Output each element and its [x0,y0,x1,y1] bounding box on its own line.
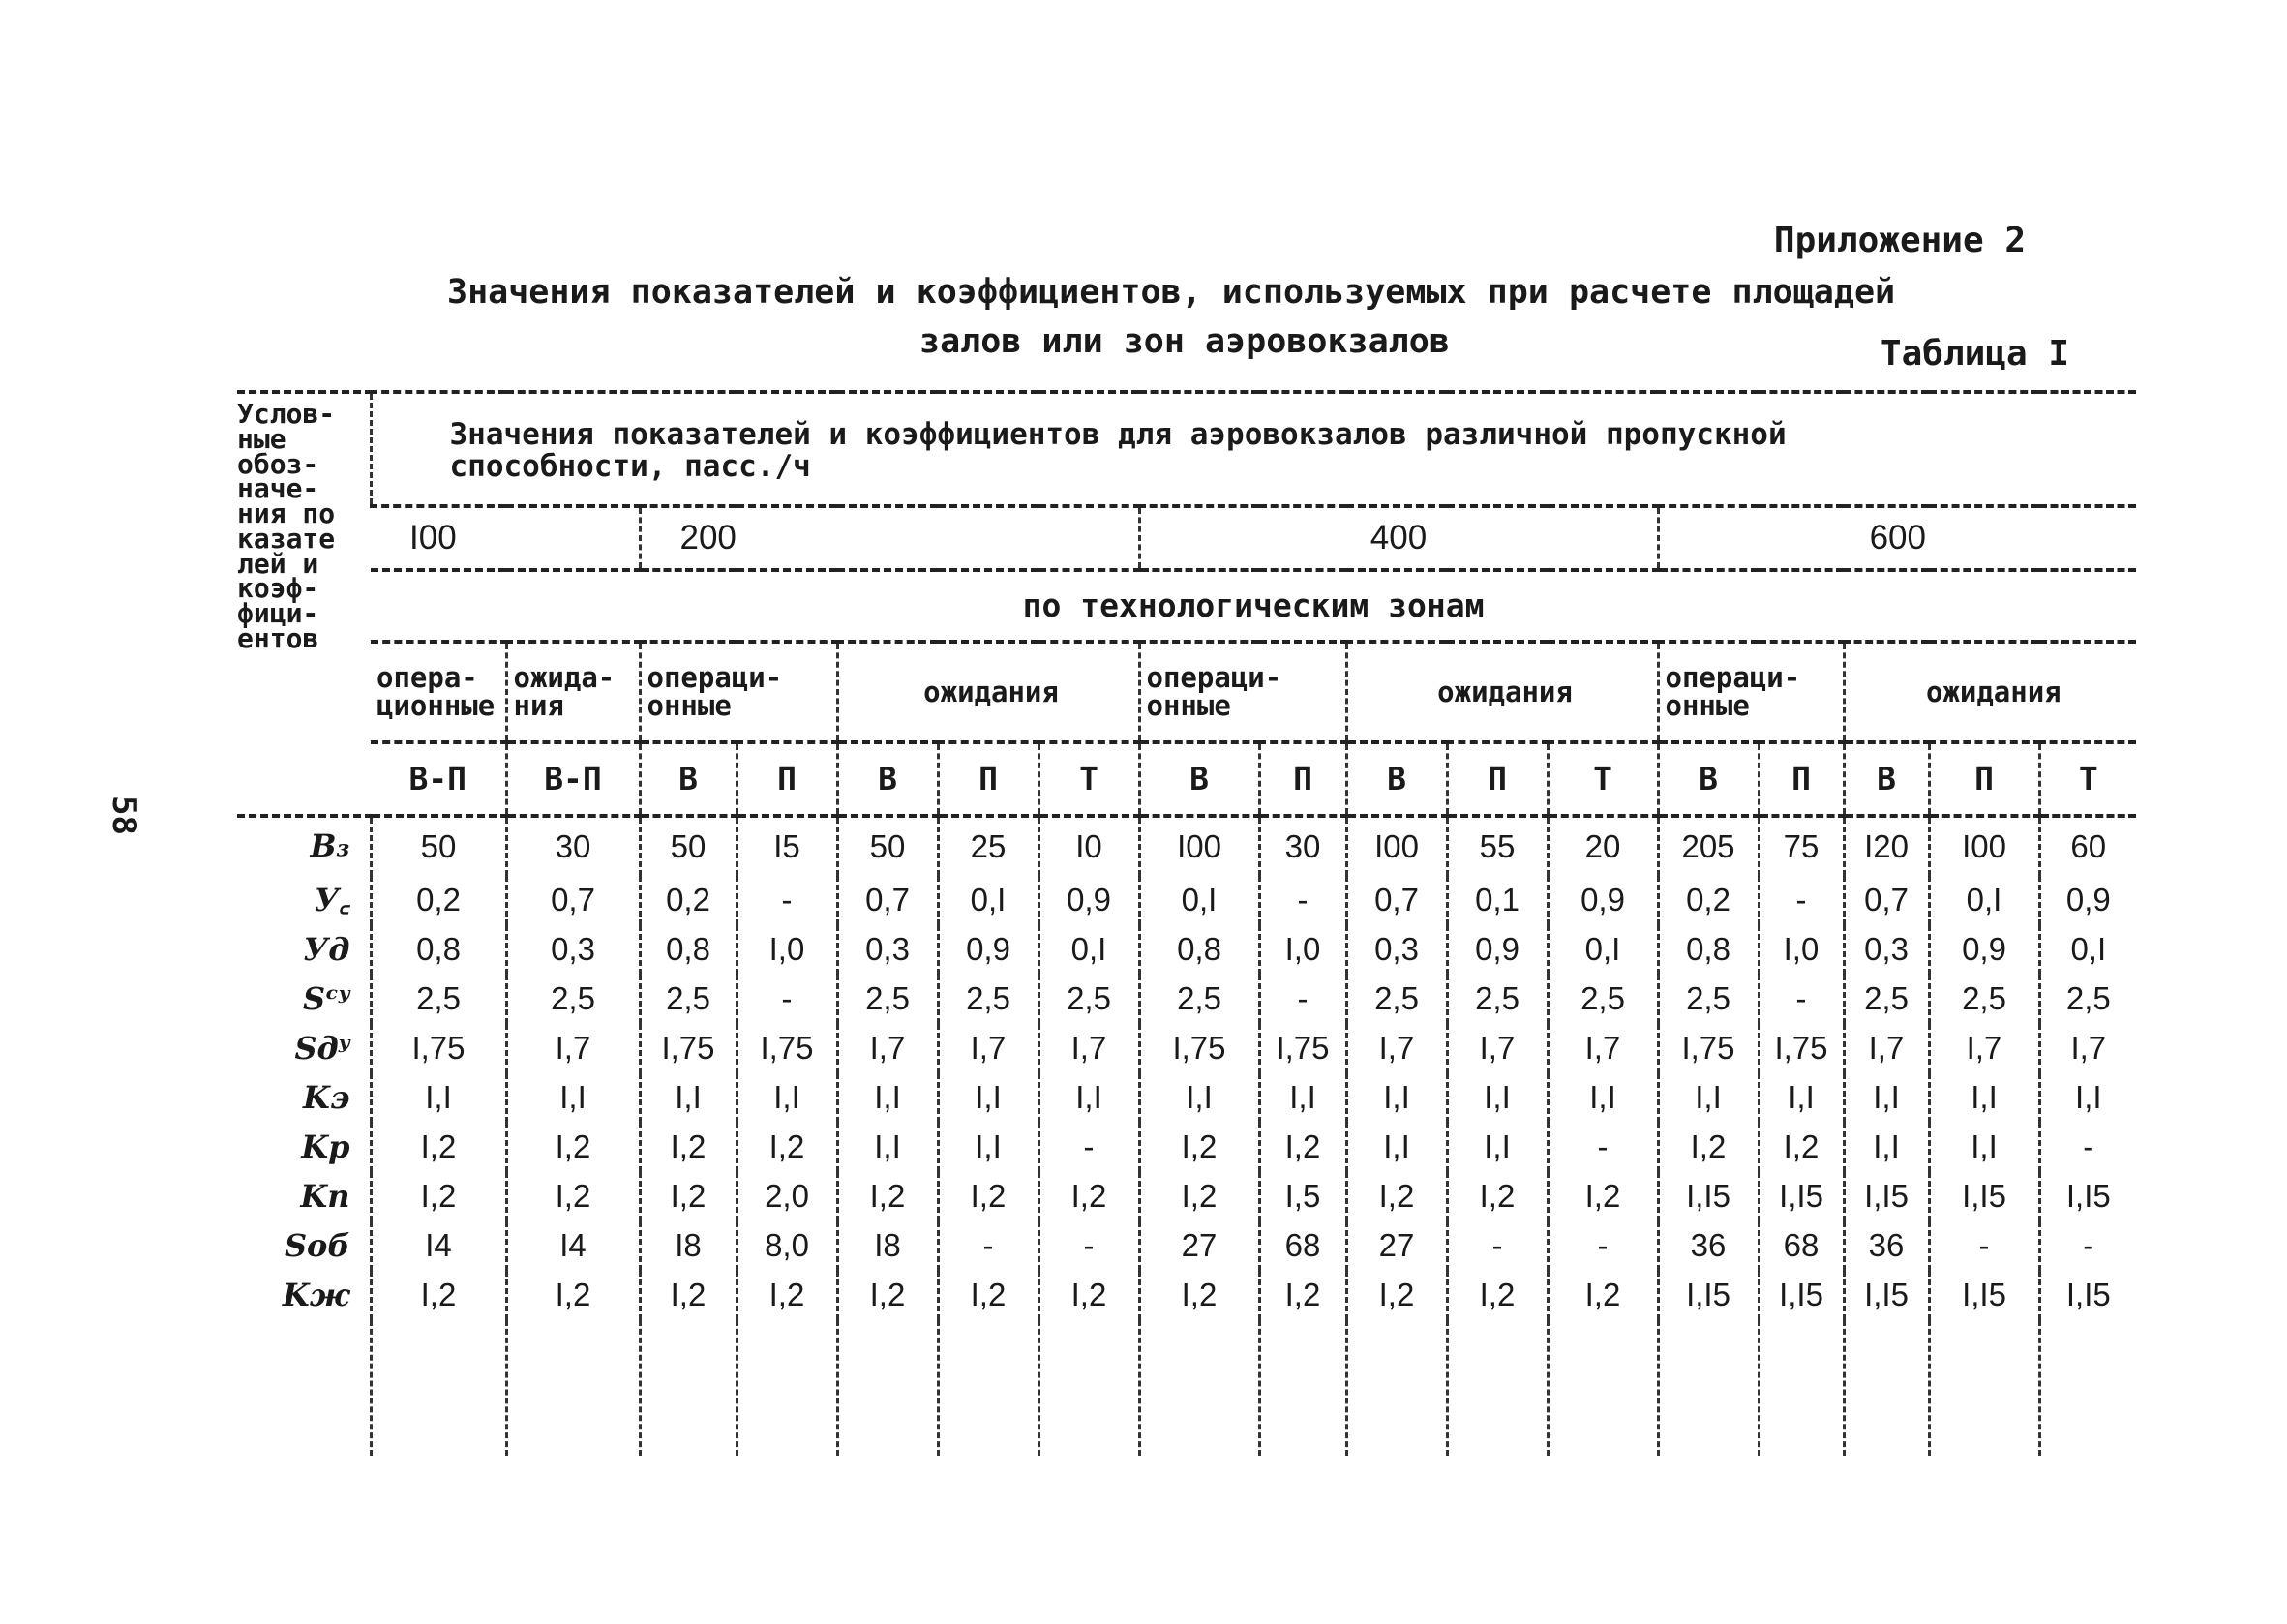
table-row [237,816,2136,876]
row-symbol: Sᶜʸ [303,979,350,1017]
table-cell: I,75 [640,1024,737,1073]
table-cell: 2,5 [837,975,938,1024]
subheader-cell: Т [1548,742,1658,816]
subheader-cell: П [1929,742,2039,816]
capacity-400: 400 [1139,506,1658,570]
table-cell: I8 [640,1221,737,1271]
subheader-cell: В [1658,742,1759,816]
table-cell: 0,I [1929,876,2039,925]
subheader-cell: В [640,742,737,816]
table-cell: I,2 [371,1271,506,1320]
table-cell: I,2 [737,1271,837,1320]
appendix-label: Приложение 2 [1773,221,2026,260]
zone-waiting-400: ожидания [1346,642,1658,742]
subheader-cell: П [1759,742,1844,816]
subheader-cell: П [1447,742,1548,816]
empty-cell [640,1320,737,1456]
table-cell: - [1548,1221,1658,1271]
table-cell: I,I [2039,1073,2136,1123]
document-title-line2: залов или зон аэровокзалов [919,322,1450,361]
table-cell: 50 [371,816,506,876]
table-cell: I,I [1259,1073,1346,1123]
table-cell: I,I5 [1759,1271,1844,1320]
table-cell: I,7 [2039,1024,2136,1073]
table-row [237,876,2136,925]
table-cell: 2,5 [640,975,737,1024]
table-cell: I,2 [506,1123,640,1172]
table-cell: 0,8 [640,925,737,975]
table-cell: I,I [1929,1073,2039,1123]
table-cell: I,0 [737,925,837,975]
document-title: Значения показателей и коэффициентов, используемых при расчете площадей [447,273,1896,312]
table-cell: 2,0 [737,1172,837,1221]
row-symbol: Kэ [303,1078,350,1116]
table-cell: I,I5 [2039,1172,2136,1221]
table-cell: I,7 [1548,1024,1658,1073]
table-cell: I,2 [1139,1123,1259,1172]
values-header: Значения показателей и коэффициентов для аэровокзалов различной пропускной способности, пасс./ч [371,392,2136,506]
table-cell: I,2 [1259,1123,1346,1172]
empty-cell [1259,1320,1346,1456]
table-cell: 0,9 [1929,925,2039,975]
table-cell: I00 [1139,816,1259,876]
table-cell: 205 [1658,816,1759,876]
table-cell: 0,7 [1346,876,1447,925]
table-cell: I,2 [1759,1123,1844,1172]
table-row [237,1123,2136,1172]
subheader-cell: В-П [371,742,506,816]
table-cell: I,7 [1844,1024,1929,1073]
subheader-cell: В [1139,742,1259,816]
table-cell: I,I [1658,1073,1759,1123]
table-cell: I,2 [1139,1172,1259,1221]
table-cell: I,75 [1658,1024,1759,1073]
table-cell: I,2 [737,1123,837,1172]
table-cell: 50 [640,816,737,876]
row-symbol: В₃ [310,827,350,865]
table-cell: 2,5 [1346,975,1447,1024]
table-cell: I,2 [1548,1172,1658,1221]
table-cell: I,2 [1346,1271,1447,1320]
subheader-cell: В-П [506,742,640,816]
subheader-cell: П [1259,742,1346,816]
table-row [237,1073,2136,1123]
table-cell: I,2 [1259,1271,1346,1320]
zone-operational-400: операци- онные [1139,642,1346,742]
table-cell: I,7 [1929,1024,2039,1073]
table-cell: I,0 [1759,925,1844,975]
zone-operational-600: операци- онные [1658,642,1844,742]
table-cell: I,75 [1759,1024,1844,1073]
subheader-cell: В [837,742,938,816]
table-cell: I,I [1346,1073,1447,1123]
subheader-cell: В [1346,742,1447,816]
table-cell: - [1759,975,1844,1024]
table-cell: 0,9 [2039,876,2136,925]
table-cell: I,75 [737,1024,837,1073]
table-row [237,1024,2136,1073]
table-cell: I,75 [371,1024,506,1073]
table-cell: - [1447,1221,1548,1271]
table-cell: I00 [1929,816,2039,876]
table-cell: I,2 [640,1172,737,1221]
table-cell: I,7 [1447,1024,1548,1073]
table-cell: 2,5 [938,975,1038,1024]
table-cell: I,I [1548,1073,1658,1123]
zones-title: по технологическим зонам [371,570,2136,642]
table-cell: I,I [938,1073,1038,1123]
table-cell: - [1548,1123,1658,1172]
empty-cell [506,1320,640,1456]
table-row [237,975,2136,1024]
table-cell: 36 [1844,1221,1929,1271]
table-cell: I,I [371,1073,506,1123]
table-cell: 0,2 [1658,876,1759,925]
table-cell: I,2 [1346,1172,1447,1221]
table-cell: 2,5 [1548,975,1658,1024]
table-cell: I0 [1038,816,1139,876]
table-cell: I,I [1346,1123,1447,1172]
table-cell: 2,5 [1038,975,1139,1024]
capacity-100: I00 [371,506,640,570]
table-cell: 0,1 [1447,876,1548,925]
table-row [237,1221,2136,1271]
row-symbol: У꜀ [314,881,350,918]
table-spacer-row [237,1320,2136,1456]
table-cell: I,I [1139,1073,1259,1123]
table-cell: - [2039,1221,2136,1271]
table-cell: I20 [1844,816,1929,876]
empty-cell [1447,1320,1548,1456]
table-cell: I,2 [506,1172,640,1221]
table-cell: I,7 [1346,1024,1447,1073]
table-cell: I,I5 [1929,1172,2039,1221]
table-cell: 2,5 [1447,975,1548,1024]
table-cell: I,I5 [1844,1172,1929,1221]
table-cell: I,7 [1038,1024,1139,1073]
page-number: 58 [105,796,143,835]
empty-cell [237,1320,371,1456]
table-cell: 0,9 [1038,876,1139,925]
table-cell: I,75 [1259,1024,1346,1073]
table-cell: 0,I [1038,925,1139,975]
table-cell: 2,5 [1929,975,2039,1024]
table-cell: 30 [1259,816,1346,876]
table-cell: I,I5 [1658,1271,1759,1320]
table-cell: 0,3 [1346,925,1447,975]
table-cell: I,I5 [1759,1172,1844,1221]
table-cell: I,2 [506,1271,640,1320]
table-row [237,1172,2136,1221]
table-cell: I00 [1346,816,1447,876]
table-cell: 0,3 [506,925,640,975]
empty-cell [1139,1320,1259,1456]
table-cell: I,I [737,1073,837,1123]
table-row [237,925,2136,975]
table-cell: 36 [1658,1221,1759,1271]
empty-cell [938,1320,1038,1456]
table-cell: I,I [938,1123,1038,1172]
table-cell: I,2 [640,1271,737,1320]
table-cell: 25 [938,816,1038,876]
table-cell: I,0 [1259,925,1346,975]
empty-cell [1548,1320,1658,1456]
table-cell: I,I [1844,1073,1929,1123]
empty-cell [1658,1320,1759,1456]
capacity-600: 600 [1658,506,2136,570]
table-cell: - [1929,1221,2039,1271]
table-cell: I,I5 [1929,1271,2039,1320]
empty-cell [2039,1320,2136,1456]
table-cell: 27 [1346,1221,1447,1271]
table-cell: I,2 [1658,1123,1759,1172]
subheader-cell: Т [2039,742,2136,816]
table-cell: I,I [837,1073,938,1123]
table-cell: 68 [1259,1221,1346,1271]
table-cell: 30 [506,816,640,876]
empty-cell [1759,1320,1844,1456]
table-row [237,1271,2136,1320]
table-cell: 0,3 [837,925,938,975]
table-cell: - [938,1221,1038,1271]
table-cell: I,7 [506,1024,640,1073]
table-cell: 2,5 [371,975,506,1024]
table-cell: 0,I [938,876,1038,925]
table-cell: 2,5 [1844,975,1929,1024]
table-cell: I,2 [837,1271,938,1320]
table-cell: 20 [1548,816,1658,876]
empty-cell [837,1320,938,1456]
table-cell: I,I [1759,1073,1844,1123]
table-cell: I,I [837,1123,938,1172]
table-cell: 2,5 [1139,975,1259,1024]
zone-waiting-100: ожида- ния [506,642,640,742]
capacity-200: 200 [640,506,1139,570]
table-cell: I,2 [938,1172,1038,1221]
subheader-cell: В [1844,742,1929,816]
table-cell: I,2 [837,1172,938,1221]
table-cell: 0,3 [1844,925,1929,975]
table-cell: I,5 [1259,1172,1346,1221]
table-cell: 0,7 [1844,876,1929,925]
table-cell: 0,7 [506,876,640,925]
symbols-header: Услов- ные обоз- наче- ния по казате лей и коэф- фици- ентов [237,392,371,816]
table-cell: I,2 [1447,1172,1548,1221]
row-symbol: Sоб [284,1226,350,1264]
table-cell: 0,9 [1548,876,1658,925]
empty-cell [1038,1320,1139,1456]
table-cell: I,I5 [1844,1271,1929,1320]
table-cell: 55 [1447,816,1548,876]
table-cell: 60 [2039,816,2136,876]
table-cell: 0,9 [938,925,1038,975]
table-cell: 0,8 [1139,925,1259,975]
table-cell: - [2039,1123,2136,1172]
table-cell: I8 [837,1221,938,1271]
table-cell: I,2 [640,1123,737,1172]
table-cell: I,I [1844,1123,1929,1172]
table-cell: - [1038,1221,1139,1271]
table-cell: I,2 [1139,1271,1259,1320]
row-symbol: Уд [303,930,350,968]
table-cell: 0,7 [837,876,938,925]
table-cell: I,2 [1038,1271,1139,1320]
subheader-cell: Т [1038,742,1139,816]
table-cell: 0,9 [1447,925,1548,975]
table-cell: I,I [1038,1073,1139,1123]
subheader-cell: П [938,742,1038,816]
table-cell: I,I [640,1073,737,1123]
empty-cell [371,1320,506,1456]
table-cell: 0,8 [1658,925,1759,975]
zone-waiting-600: ожидания [1844,642,2136,742]
table-label: Таблица I [1880,334,2069,374]
table-cell: I5 [737,816,837,876]
table-cell: - [737,975,837,1024]
coefficients-table [237,390,2136,1456]
table-cell: 0,I [1139,876,1259,925]
subheader-cell: П [737,742,837,816]
row-symbol: Kп [300,1177,350,1215]
empty-cell [1844,1320,1929,1456]
table-cell: 0,8 [371,925,506,975]
table-cell: 68 [1759,1221,1844,1271]
table-cell: 50 [837,816,938,876]
table-cell: I,I [1929,1123,2039,1172]
table-cell: I,7 [837,1024,938,1073]
zone-operational-100: опера- ционные [371,642,506,742]
table-cell: 0,2 [640,876,737,925]
table-cell: I,7 [938,1024,1038,1073]
table-cell: 0,2 [371,876,506,925]
table-cell: I,2 [938,1271,1038,1320]
table-cell: I,I [1447,1123,1548,1172]
table-cell: 2,5 [506,975,640,1024]
table-cell: - [1259,975,1346,1024]
table-cell: I,2 [371,1123,506,1172]
table-cell: I,I [1447,1073,1548,1123]
table-cell: I,2 [371,1172,506,1221]
table-cell: I,I [506,1073,640,1123]
table-cell: - [737,876,837,925]
table-cell: 75 [1759,816,1844,876]
table-cell: - [1759,876,1844,925]
table-cell: I,2 [1548,1271,1658,1320]
table-cell: I,2 [1447,1271,1548,1320]
table-cell: I,I5 [2039,1271,2136,1320]
table-cell: - [1038,1123,1139,1172]
row-symbol: Kр [301,1128,350,1165]
table-cell: 8,0 [737,1221,837,1271]
zone-operational-200: операци- онные [640,642,837,742]
row-symbol: Kж [282,1276,350,1313]
table-cell: 2,5 [1658,975,1759,1024]
table-cell: 2,5 [2039,975,2136,1024]
table-cell: I,I5 [1658,1172,1759,1221]
table-cell: 27 [1139,1221,1259,1271]
zone-waiting-200: ожидания [837,642,1139,742]
row-symbol: Sдʸ [294,1029,350,1067]
table-cell: I4 [371,1221,506,1271]
empty-cell [1346,1320,1447,1456]
empty-cell [1929,1320,2039,1456]
table-cell: I,2 [1038,1172,1139,1221]
table-cell: 0,I [2039,925,2136,975]
empty-cell [737,1320,837,1456]
table-cell: - [1259,876,1346,925]
table-cell: I,75 [1139,1024,1259,1073]
table-cell: 0,I [1548,925,1658,975]
table-cell: I4 [506,1221,640,1271]
